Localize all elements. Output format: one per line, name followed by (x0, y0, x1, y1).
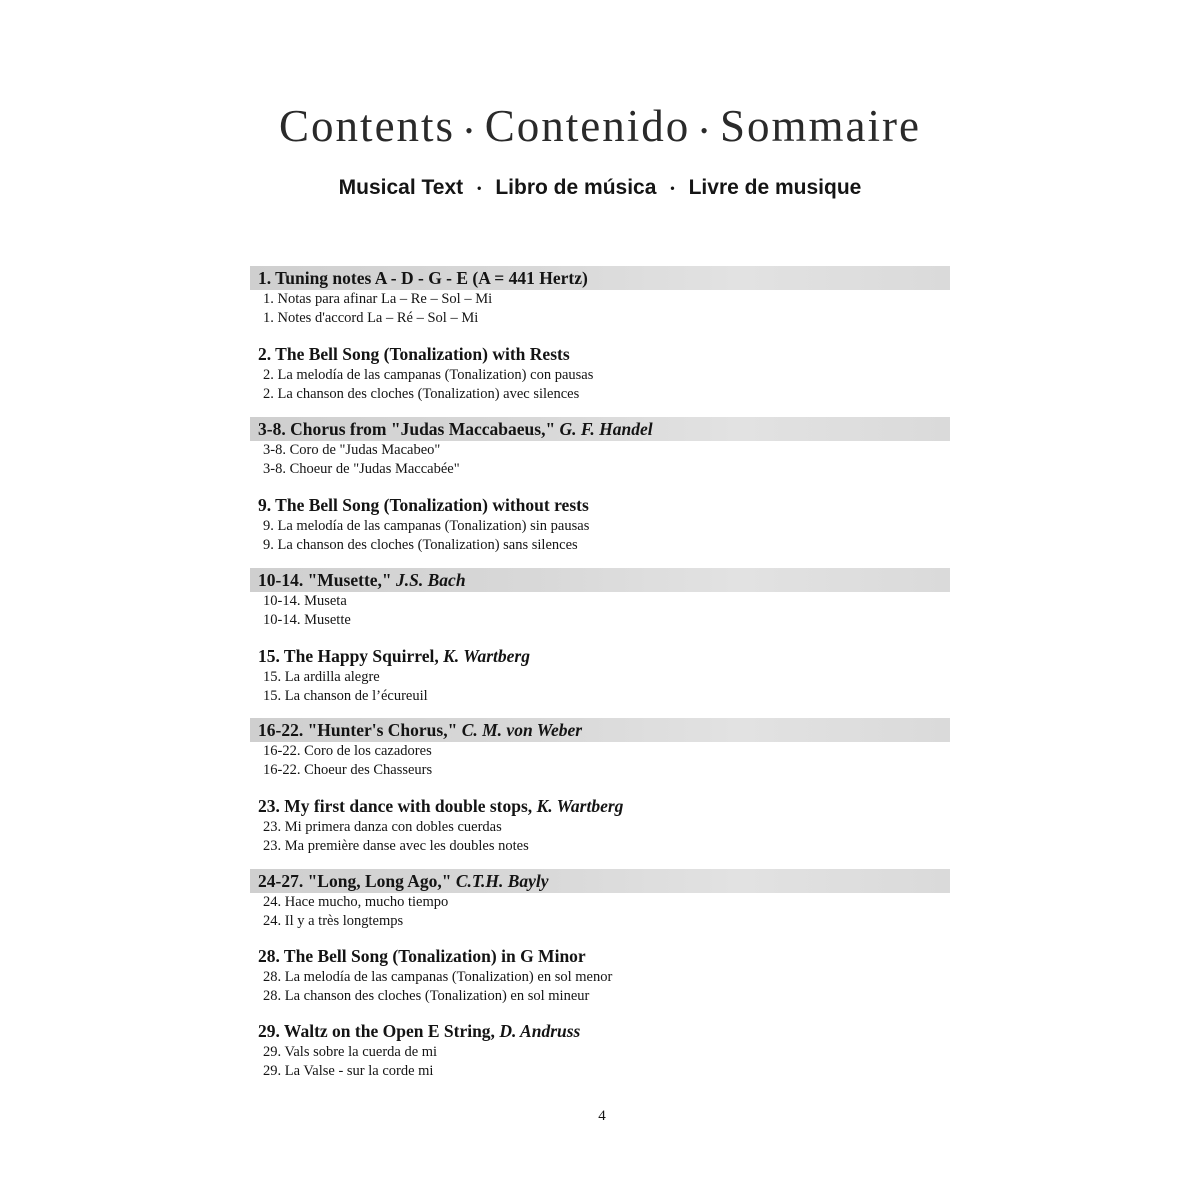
entry-french: 3-8. Choeur de "Judas Maccabée" (263, 461, 460, 477)
entry-composer: D. Andruss (499, 1021, 581, 1041)
contents-entry (250, 644, 950, 706)
entry-title: 23. My first dance with double stops, (258, 796, 537, 816)
entry-title: 9. The Bell Song (Tonalization) without rests (258, 495, 589, 515)
entry-heading (250, 944, 950, 968)
entry-spanish: 16-22. Coro de los cazadores (263, 743, 432, 759)
entry-french: 2. La chanson des cloches (Tonalization) avec silences (263, 386, 580, 402)
entry-composer: C.T.H. Bayly (455, 871, 549, 891)
entry-spanish: 10-14. Museta (263, 593, 347, 609)
subtitle-separator: • (670, 181, 675, 196)
entry-title: 2. The Bell Song (Tonalization) with Rests (258, 344, 570, 364)
entry-heading (250, 342, 950, 366)
entry-title: 15. The Happy Squirrel, (258, 646, 444, 666)
entry-composer: K. Wartberg (443, 646, 530, 666)
entry-spanish: 28. La melodía de las campanas (Tonalization) en sol menor (263, 969, 613, 985)
contents-entry (250, 493, 950, 555)
title-english: Contents (279, 101, 456, 151)
entry-spanish: 23. Mi primera danza con dobles cuerdas (263, 819, 502, 835)
entry-spanish: 15. La ardilla alegre (263, 669, 380, 685)
entry-heading (250, 1019, 950, 1043)
entry-title: 1. Tuning notes A - D - G - E (A = 441 Hertz) (258, 268, 588, 288)
entry-title: 16-22. "Hunter's Chorus," (258, 720, 462, 740)
entry-french: 1. Notes d'accord La – Ré – Sol – Mi (263, 310, 479, 326)
subtitle-french: Livre de musique (688, 176, 862, 199)
entry-spanish: 24. Hace mucho, mucho tiempo (263, 894, 449, 910)
entry-spanish: 9. La melodía de las campanas (Tonalization) sin pausas (263, 518, 590, 534)
entry-spanish: 3-8. Coro de "Judas Macabeo" (263, 442, 441, 458)
contents-entry (250, 944, 950, 1006)
entry-title: 3-8. Chorus from "Judas Maccabaeus," (258, 419, 560, 439)
entry-heading (250, 718, 950, 742)
title-separator: • (700, 117, 710, 143)
page-number: 4 (598, 1108, 606, 1124)
entry-spanish: 1. Notas para afinar La – Re – Sol – Mi (263, 291, 493, 307)
entry-heading (250, 794, 950, 818)
entry-heading (250, 869, 950, 893)
entry-composer: J.S. Bach (396, 570, 466, 590)
entry-spanish: 2. La melodía de las campanas (Tonalization) con pausas (263, 367, 594, 383)
subtitle-english: Musical Text (338, 176, 464, 199)
entry-composer: G. F. Handel (559, 419, 653, 439)
entry-title: 10-14. "Musette," (258, 570, 397, 590)
title-separator: • (465, 117, 475, 143)
entry-french: 28. La chanson des cloches (Tonalization) en sol mineur (263, 988, 590, 1004)
contents-entry (250, 869, 950, 931)
entry-french: 15. La chanson de l’écureuil (263, 688, 428, 704)
entry-title: 29. Waltz on the Open E String, (258, 1021, 500, 1041)
entry-composer: K. Wartberg (536, 796, 624, 816)
entry-heading (250, 644, 950, 668)
entry-heading (250, 493, 950, 517)
entry-title: 24-27. "Long, Long Ago," (258, 871, 456, 891)
entry-heading (250, 417, 950, 441)
page-subtitle (0, 172, 1200, 204)
entry-heading (250, 266, 950, 290)
entry-title: 28. The Bell Song (Tonalization) in G Minor (258, 946, 586, 966)
entry-composer: C. M. von Weber (461, 720, 583, 740)
contents-entry (250, 266, 950, 328)
entry-french: 24. Il y a très longtemps (263, 913, 404, 929)
page-title (0, 96, 1200, 161)
contents-entry (250, 794, 950, 856)
contents-entry (250, 342, 950, 404)
entry-french: 16-22. Choeur des Chasseurs (263, 762, 433, 778)
entry-french: 23. Ma première danse avec les doubles notes (263, 838, 529, 854)
contents-entry (250, 417, 950, 479)
entry-spanish: 29. Vals sobre la cuerda de mi (263, 1044, 438, 1060)
title-french: Sommaire (719, 101, 921, 151)
title-spanish: Contenido (484, 101, 691, 151)
contents-entry (250, 568, 950, 630)
subtitle-spanish: Libro de música (495, 176, 657, 199)
subtitle-separator: • (477, 181, 482, 196)
entry-french: 29. La Valse - sur la corde mi (263, 1063, 434, 1079)
entry-heading (250, 568, 950, 592)
entry-french: 10-14. Musette (263, 612, 351, 628)
entry-french: 9. La chanson des cloches (Tonalization) sans silences (263, 537, 578, 553)
contents-entry (250, 718, 950, 780)
contents-entry (250, 1019, 950, 1081)
